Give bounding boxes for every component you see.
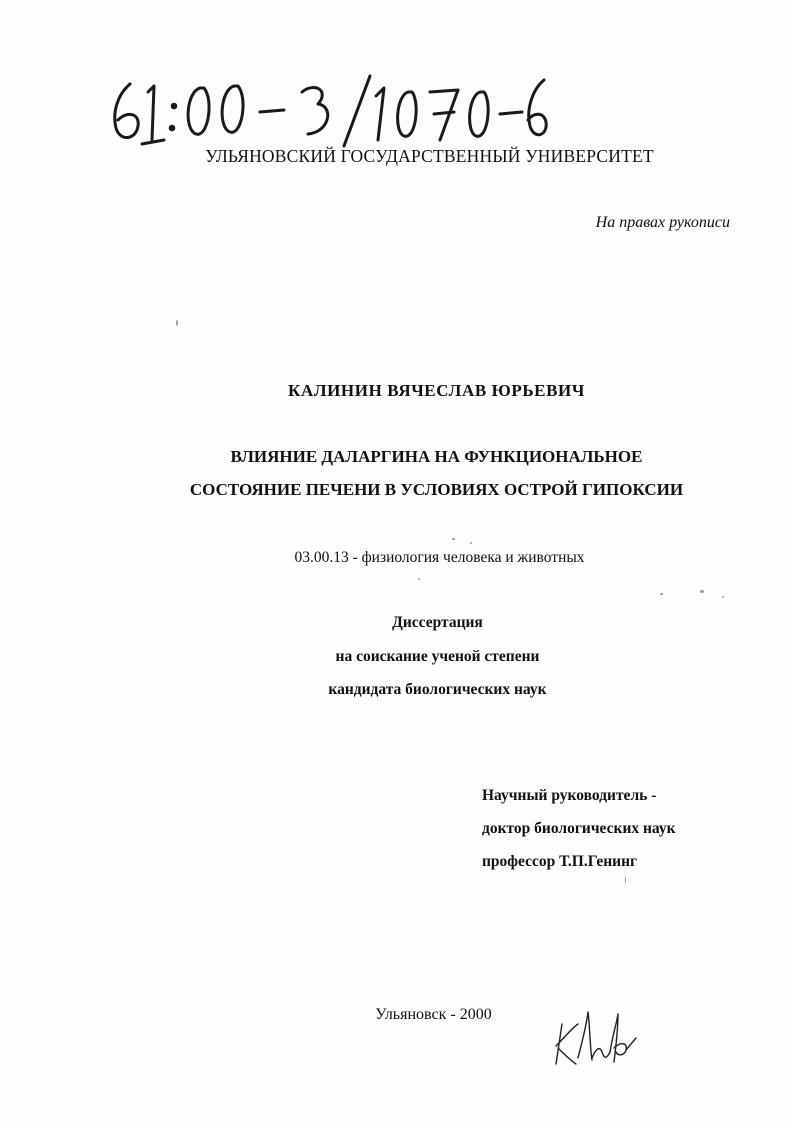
degree-line-3: кандидата биологических наук [328,681,547,698]
city-year: Ульяновск - 2000 [375,1006,492,1023]
scan-speck [722,596,724,598]
scan-speck [418,578,420,580]
degree-line-2: на соискание ученой степени [335,648,540,665]
scan-speck [700,590,704,593]
scan-speck [660,593,663,595]
supervisor-block [482,779,676,878]
handwritten-archive-code [108,70,548,150]
dissertation-title-line-1: ВЛИЯНИЕ ДАЛАРГИНА НА ФУНКЦИОНАЛЬНОЕ [230,447,643,466]
scan-speck [176,320,178,326]
author-name: КАЛИНИН ВЯЧЕСЛАВ ЮРЬЕВИЧ [288,381,585,400]
scan-speck [625,876,626,884]
dissertation-title-line-2: СОСТОЯНИЕ ПЕЧЕНИ В УСЛОВИЯХ ОСТРОЙ ГИПОКСИИ [189,480,684,499]
university-name: УЛЬЯНОВСКИЙ ГОСУДАРСТВЕННЫЙ УНИВЕРСИТЕТ [205,146,654,166]
supervisor-line-2: доктор биологических наук [482,820,676,837]
manuscript-rights-note: На правах рукописи [595,214,730,231]
scan-speck [452,538,455,540]
specialty-code: 03.00.13 - физиология человека и животных [294,549,585,566]
degree-line-1: Диссертация [392,614,483,631]
supervisor-line-3: профессор Т.П.Генинг [482,853,638,870]
scan-speck [470,542,472,544]
handwritten-signature [552,1002,642,1072]
supervisor-line-1: Научный руководитель - [482,787,657,804]
